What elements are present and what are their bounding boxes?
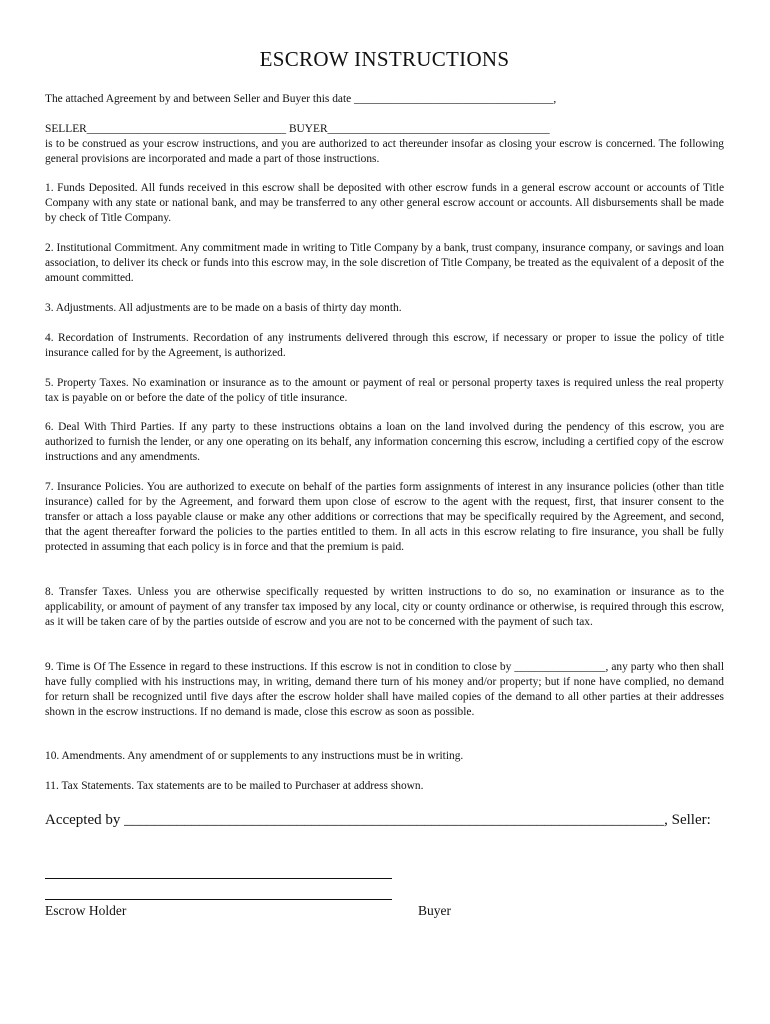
item-insurance-policies: 7. Insurance Policies. You are authorized to execute on behalf of the parties form assignments of interest in any insurance policies (other than title insurance) called for by the Agreement, and forward them upon close of escrow to the agent with the request, first, that insurer consent to the transfer or attach a loss payable clause or make any other additions or corrections that may be specifically required by the Agreement, and second, that the agent thereafter forward the policies to the parties entitled to them. In all acts in this escrow relating to fire insurance, you shall be fully protected in assuming that each policy is in force and that the premium is paid. bbox=[45, 481, 724, 553]
item-adjustments: 3. Adjustments. All adjustments are to be made on a basis of thirty day month. bbox=[45, 302, 402, 314]
intro-paragraph: is to be construed as your escrow instructions, and you are authorized to act thereunder insofar as closing your escrow is concerned. The following general provisions are incorporated and made a part of those instructions. bbox=[45, 138, 724, 165]
item-institutional-commitment: 2. Institutional Commitment. Any commitment made in writing to Title Company by a bank, trust company, insurance company, or savings and loan association, to deliver its check or funds into this escrow may, in the sole discretion of Title Company, be treated as the equivalent of a deposit of the amount committed. bbox=[45, 242, 724, 284]
signature-line-1 bbox=[45, 878, 392, 879]
item-transfer-taxes: 8. Transfer Taxes. Unless you are otherwise specifically requested by written instructions to do so, no examination or insurance as to the applicability, or amount of payment of any transfer tax imposed by any local, city or county ordinance or otherwise, is required through this escrow, as it will be taken care of by the parties outside of escrow and you are not to be concerned with the payment of such tax. bbox=[45, 586, 724, 628]
intro-line: The attached Agreement by and between Seller and Buyer this date ___________________________________, bbox=[45, 93, 557, 105]
escrow-holder-label: Escrow Holder bbox=[45, 903, 127, 918]
item-time-essence: 9. Time is Of The Essence in regard to these instructions. If this escrow is not in condition to close by ________________, any party who then shall have fully complied with his instructions may, in writing, demand there turn of his money and/or property; but if none have complied, no demand for return shall be recognized until five days after the escrow holder shall have mailed copies of the demand to all other parties at their addresses shown in the escrow instructions. If no demand is made, close this escrow as soon as possible. bbox=[45, 661, 724, 718]
item-property-taxes: 5. Property Taxes. No examination or insurance as to the amount or payment of real or personal property taxes is required unless the real property tax is payable on or before the date of the policy of title insurance. bbox=[45, 377, 724, 404]
signature-line-2 bbox=[45, 899, 392, 900]
item-third-parties: 6. Deal With Third Parties. If any party to these instructions obtains a loan on the land involved during the pendency of this escrow, you are authorized to furnish the lender, or any one operating on its behalf, any information concerning this escrow, including a certified copy of the escrow instructions and any amendments. bbox=[45, 421, 724, 463]
item-recordation: 4. Recordation of Instruments. Recordation of any instruments delivered through this escrow, if necessary or proper to issue the policy of title insurance called for by the Agreement, is authorized. bbox=[45, 332, 724, 359]
item-tax-statements: 11. Tax Statements. Tax statements are to be mailed to Purchaser at address shown. bbox=[45, 780, 424, 792]
item-amendments: 10. Amendments. Any amendment of or supplements to any instructions must be in writing. bbox=[45, 750, 464, 762]
buyer-label: Buyer bbox=[418, 903, 451, 918]
parties-line: SELLER___________________________________ BUYER_______________________________________ bbox=[45, 123, 550, 135]
page-title: ESCROW INSTRUCTIONS bbox=[259, 47, 510, 71]
item-funds-deposited: 1. Funds Deposited. All funds received in this escrow shall be deposited with other escrow funds in a general escrow account or accounts of Title Company with any state or national bank, and may be transferred to any other general escrow account or accounts. All disbursements shall be made by check of Title Company. bbox=[45, 182, 724, 224]
accepted-by-line: Accepted by ________________________________________________________________________, Seller: bbox=[45, 812, 711, 828]
